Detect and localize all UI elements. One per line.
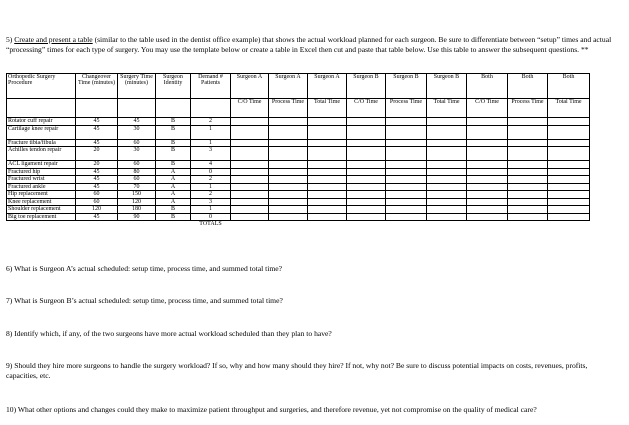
table-row: [7, 183, 590, 191]
table-row: [7, 206, 590, 214]
cell-changeover: 45: [76, 139, 118, 147]
cell-empty[interactable]: [231, 176, 269, 184]
cell-empty[interactable]: [548, 125, 590, 139]
cell-empty[interactable]: [269, 161, 308, 169]
cell-surgeon: A: [156, 176, 191, 184]
cell-demand: 2: [191, 176, 231, 184]
cell-procedure: Big toe replacement: [7, 213, 76, 221]
cell-empty[interactable]: [347, 198, 386, 206]
cell-empty[interactable]: [386, 168, 427, 176]
cell-procedure: Shoulder replacement: [7, 206, 76, 214]
cell-empty[interactable]: [269, 176, 308, 184]
subheader-blank: [118, 99, 156, 118]
totals-row: [7, 221, 590, 228]
cell-procedure: Fractured ankle: [7, 183, 76, 191]
cell-empty[interactable]: [308, 139, 347, 147]
cell-surgery: 90: [118, 213, 156, 221]
totals-blank: [386, 221, 427, 228]
table-row: [7, 161, 590, 169]
cell-empty[interactable]: [308, 191, 347, 199]
cell-empty[interactable]: [308, 168, 347, 176]
cell-demand: 2: [191, 191, 231, 199]
cell-empty[interactable]: [269, 206, 308, 214]
cell-empty[interactable]: [231, 198, 269, 206]
cell-empty[interactable]: [347, 161, 386, 169]
cell-empty[interactable]: [308, 176, 347, 184]
header-demand: Demand # Patients: [191, 74, 231, 99]
cell-changeover: 45: [76, 183, 118, 191]
cell-empty[interactable]: [231, 118, 269, 126]
totals-blank: [427, 221, 467, 228]
cell-empty[interactable]: [548, 161, 590, 169]
header-surgeon-b-total: Surgeon B: [427, 74, 467, 99]
subheader-a-total: Total Time: [308, 99, 347, 118]
cell-empty[interactable]: [231, 206, 269, 214]
cell-demand: 1: [191, 139, 231, 147]
cell-empty[interactable]: [308, 147, 347, 161]
cell-empty[interactable]: [508, 139, 548, 147]
cell-surgeon: B: [156, 118, 191, 126]
header-surgeon-b-process: Surgeon B: [386, 74, 427, 99]
cell-procedure: Knee replacement: [7, 198, 76, 206]
totals-blank: [548, 221, 590, 228]
cell-demand: 1: [191, 183, 231, 191]
header-procedure: Orthopedic Surgery Procedure: [7, 74, 76, 99]
cell-empty[interactable]: [548, 191, 590, 199]
header-both-co: Both: [467, 74, 508, 99]
header-surgeon-a-total: Surgeon A: [308, 74, 347, 99]
cell-demand: 1: [191, 206, 231, 214]
cell-changeover: 20: [76, 161, 118, 169]
cell-empty[interactable]: [467, 183, 508, 191]
cell-surgery: 60: [118, 139, 156, 147]
cell-demand: 3: [191, 147, 231, 161]
cell-demand: 3: [191, 198, 231, 206]
cell-empty[interactable]: [548, 213, 590, 221]
cell-empty[interactable]: [308, 125, 347, 139]
cell-empty[interactable]: [308, 213, 347, 221]
cell-empty[interactable]: [386, 213, 427, 221]
subheader-b-co: C/O Time: [347, 99, 386, 118]
cell-changeover: 45: [76, 176, 118, 184]
cell-empty[interactable]: [467, 139, 508, 147]
totals-blank: [156, 221, 191, 228]
cell-empty[interactable]: [508, 191, 548, 199]
cell-empty[interactable]: [427, 139, 467, 147]
subheader-blank: [76, 99, 118, 118]
cell-surgeon: B: [156, 139, 191, 147]
cell-empty[interactable]: [269, 125, 308, 139]
cell-empty[interactable]: [427, 147, 467, 161]
subheader-blank: [7, 99, 76, 118]
totals-blank: [7, 221, 76, 228]
cell-surgeon: B: [156, 206, 191, 214]
question-9: 9) Should they hire more surgeons to handle the surgery workload? If so, why and how many should they hire? If not, why not? Be sure to discuss potential impacts on costs, revenues, profits, capacities, etc.: [6, 361, 588, 380]
subheader-blank: [156, 99, 191, 118]
table-row: [7, 147, 590, 161]
cell-empty[interactable]: [269, 168, 308, 176]
cell-empty[interactable]: [548, 176, 590, 184]
cell-empty[interactable]: [427, 118, 467, 126]
cell-empty[interactable]: [347, 206, 386, 214]
table-row: [7, 213, 590, 221]
cell-empty[interactable]: [386, 118, 427, 126]
cell-empty[interactable]: [467, 213, 508, 221]
totals-blank: [231, 221, 269, 228]
header-surgeon-identity: Surgeon Identity: [156, 74, 191, 99]
cell-empty[interactable]: [308, 183, 347, 191]
cell-empty[interactable]: [467, 118, 508, 126]
cell-surgeon: B: [156, 161, 191, 169]
question-5-text: (similar to the table used in the dentist office example) that shows the actual workload planned for each surgeon. Be sure to differentiate between “setup” times and actual “processing” times for each type of surgery. You may use the template below or create a table in Excel then cut and paste that table below. Use this table to answer the subsequent questions. **: [6, 35, 612, 54]
cell-empty[interactable]: [347, 168, 386, 176]
totals-blank: [508, 221, 548, 228]
cell-empty[interactable]: [548, 147, 590, 161]
cell-empty[interactable]: [347, 125, 386, 139]
subheader-both-total: Total Time: [548, 99, 590, 118]
cell-surgery: 60: [118, 161, 156, 169]
cell-empty[interactable]: [548, 206, 590, 214]
header-surgery-time: Surgery Time (minutes): [118, 74, 156, 99]
table-row: [7, 139, 590, 147]
totals-blank: [269, 221, 308, 228]
cell-empty[interactable]: [347, 118, 386, 126]
cell-empty[interactable]: [508, 206, 548, 214]
cell-empty[interactable]: [386, 206, 427, 214]
question-8: 8) Identify which, if any, of the two surgeons have more actual workload scheduled than they plan to have?: [6, 329, 332, 338]
totals-blank: [308, 221, 347, 228]
question-6: 6) What is Surgeon A’s actual scheduled: setup time, process time, and summed total time?: [6, 264, 282, 273]
cell-procedure: Rotator cuff repair: [7, 118, 76, 126]
question-5-underlined: Create and present a table: [14, 35, 93, 44]
cell-empty[interactable]: [231, 125, 269, 139]
cell-empty[interactable]: [427, 168, 467, 176]
cell-empty[interactable]: [508, 176, 548, 184]
cell-empty[interactable]: [427, 198, 467, 206]
cell-surgery: 80: [118, 168, 156, 176]
cell-empty[interactable]: [548, 118, 590, 126]
cell-empty[interactable]: [508, 118, 548, 126]
cell-empty[interactable]: [386, 176, 427, 184]
workload-table: [6, 73, 590, 228]
cell-empty[interactable]: [427, 191, 467, 199]
cell-empty[interactable]: [467, 191, 508, 199]
totals-blank: [76, 221, 118, 228]
question-5-number: 5): [6, 35, 15, 44]
table-row: [7, 125, 590, 139]
cell-empty[interactable]: [386, 147, 427, 161]
cell-demand: 1: [191, 125, 231, 139]
totals-blank: [118, 221, 156, 228]
header-both-total: Both: [548, 74, 590, 99]
cell-empty[interactable]: [427, 161, 467, 169]
subheader-both-co: C/O Time: [467, 99, 508, 118]
cell-empty[interactable]: [347, 139, 386, 147]
cell-empty[interactable]: [347, 213, 386, 221]
cell-demand: 0: [191, 213, 231, 221]
subheader-a-process: Process Time: [269, 99, 308, 118]
cell-empty[interactable]: [231, 139, 269, 147]
cell-changeover: 45: [76, 213, 118, 221]
cell-empty[interactable]: [386, 198, 427, 206]
cell-empty[interactable]: [269, 147, 308, 161]
cell-empty[interactable]: [508, 168, 548, 176]
cell-surgery: 30: [118, 147, 156, 161]
cell-empty[interactable]: [269, 198, 308, 206]
cell-empty[interactable]: [386, 191, 427, 199]
totals-blank: [467, 221, 508, 228]
cell-empty[interactable]: [347, 147, 386, 161]
question-5: [6, 35, 618, 54]
cell-empty[interactable]: [467, 125, 508, 139]
cell-empty[interactable]: [347, 183, 386, 191]
cell-empty[interactable]: [386, 125, 427, 139]
cell-empty[interactable]: [269, 118, 308, 126]
cell-empty[interactable]: [467, 161, 508, 169]
cell-empty[interactable]: [467, 176, 508, 184]
cell-demand: 2: [191, 118, 231, 126]
cell-empty[interactable]: [467, 168, 508, 176]
cell-empty[interactable]: [508, 125, 548, 139]
cell-empty[interactable]: [269, 183, 308, 191]
cell-empty[interactable]: [308, 198, 347, 206]
cell-empty[interactable]: [269, 213, 308, 221]
table-row: [7, 191, 590, 199]
cell-empty[interactable]: [308, 206, 347, 214]
cell-empty[interactable]: [427, 176, 467, 184]
cell-empty[interactable]: [231, 191, 269, 199]
cell-demand: 4: [191, 161, 231, 169]
table-row: [7, 176, 590, 184]
cell-empty[interactable]: [508, 147, 548, 161]
cell-changeover: 45: [76, 168, 118, 176]
cell-empty[interactable]: [548, 168, 590, 176]
cell-empty[interactable]: [231, 213, 269, 221]
cell-empty[interactable]: [308, 118, 347, 126]
cell-procedure: Fracture tibia/fibula: [7, 139, 76, 147]
table-row: [7, 198, 590, 206]
cell-empty[interactable]: [386, 139, 427, 147]
table-subheader-row: [7, 99, 590, 118]
cell-procedure: Fractured wrist: [7, 176, 76, 184]
cell-empty[interactable]: [467, 147, 508, 161]
cell-empty[interactable]: [386, 183, 427, 191]
header-surgeon-b-co: Surgeon B: [347, 74, 386, 99]
cell-empty[interactable]: [467, 206, 508, 214]
cell-empty[interactable]: [548, 139, 590, 147]
subheader-b-process: Process Time: [386, 99, 427, 118]
cell-procedure: Fractured hip: [7, 168, 76, 176]
cell-empty[interactable]: [508, 198, 548, 206]
cell-surgery: 70: [118, 183, 156, 191]
cell-empty[interactable]: [347, 191, 386, 199]
cell-empty[interactable]: [467, 198, 508, 206]
cell-empty[interactable]: [508, 161, 548, 169]
cell-empty[interactable]: [427, 206, 467, 214]
header-surgeon-a-co: Surgeon A: [231, 74, 269, 99]
question-7: 7) What is Surgeon B’s actual scheduled: setup time, process time, and summed total time?: [6, 296, 283, 305]
cell-changeover: 45: [76, 118, 118, 126]
cell-procedure: Hip replacement: [7, 191, 76, 199]
cell-surgery: 150: [118, 191, 156, 199]
cell-empty[interactable]: [548, 183, 590, 191]
cell-empty[interactable]: [386, 161, 427, 169]
cell-empty[interactable]: [548, 198, 590, 206]
cell-surgery: 180: [118, 206, 156, 214]
cell-empty[interactable]: [308, 161, 347, 169]
header-both-process: Both: [508, 74, 548, 99]
cell-surgeon: A: [156, 183, 191, 191]
question-10: 10) What other options and changes could they make to maximize patient throughput and surgeries, and therefore revenue, yet not compromise on the quality of medical care?: [6, 405, 537, 414]
header-changeover: Changeover Time (minutes): [76, 74, 118, 99]
cell-surgeon: B: [156, 213, 191, 221]
cell-surgeon: B: [156, 147, 191, 161]
table-header-row: [7, 74, 590, 99]
cell-surgeon: A: [156, 191, 191, 199]
header-surgeon-a-process: Surgeon A: [269, 74, 308, 99]
cell-empty[interactable]: [231, 161, 269, 169]
cell-changeover: 120: [76, 206, 118, 214]
subheader-both-process: Process Time: [508, 99, 548, 118]
cell-empty[interactable]: [508, 183, 548, 191]
subheader-blank: [191, 99, 231, 118]
cell-empty[interactable]: [231, 147, 269, 161]
cell-surgery: 30: [118, 125, 156, 139]
cell-surgeon: A: [156, 198, 191, 206]
cell-procedure: ACL ligament repair: [7, 161, 76, 169]
cell-surgeon: A: [156, 168, 191, 176]
cell-procedure: Achilles tendon repair: [7, 147, 76, 161]
cell-changeover: 60: [76, 191, 118, 199]
totals-label: TOTALS: [199, 221, 222, 227]
cell-empty[interactable]: [427, 125, 467, 139]
cell-empty[interactable]: [231, 183, 269, 191]
cell-surgery: 60: [118, 176, 156, 184]
cell-changeover: 60: [76, 198, 118, 206]
cell-empty[interactable]: [231, 168, 269, 176]
cell-empty[interactable]: [508, 213, 548, 221]
totals-blank: [347, 221, 386, 228]
cell-surgery: 45: [118, 118, 156, 126]
cell-changeover: 20: [76, 147, 118, 161]
cell-changeover: 45: [76, 125, 118, 139]
cell-demand: 0: [191, 168, 231, 176]
cell-empty[interactable]: [427, 183, 467, 191]
cell-procedure: Cartilage knee repair: [7, 125, 76, 139]
cell-surgery: 120: [118, 198, 156, 206]
table-row: [7, 118, 590, 126]
subheader-b-total: Total Time: [427, 99, 467, 118]
cell-empty[interactable]: [347, 176, 386, 184]
subheader-a-co: C/O Time: [231, 99, 269, 118]
cell-empty[interactable]: [427, 213, 467, 221]
cell-surgeon: B: [156, 125, 191, 139]
cell-empty[interactable]: [269, 139, 308, 147]
table-row: [7, 168, 590, 176]
cell-empty[interactable]: [269, 191, 308, 199]
